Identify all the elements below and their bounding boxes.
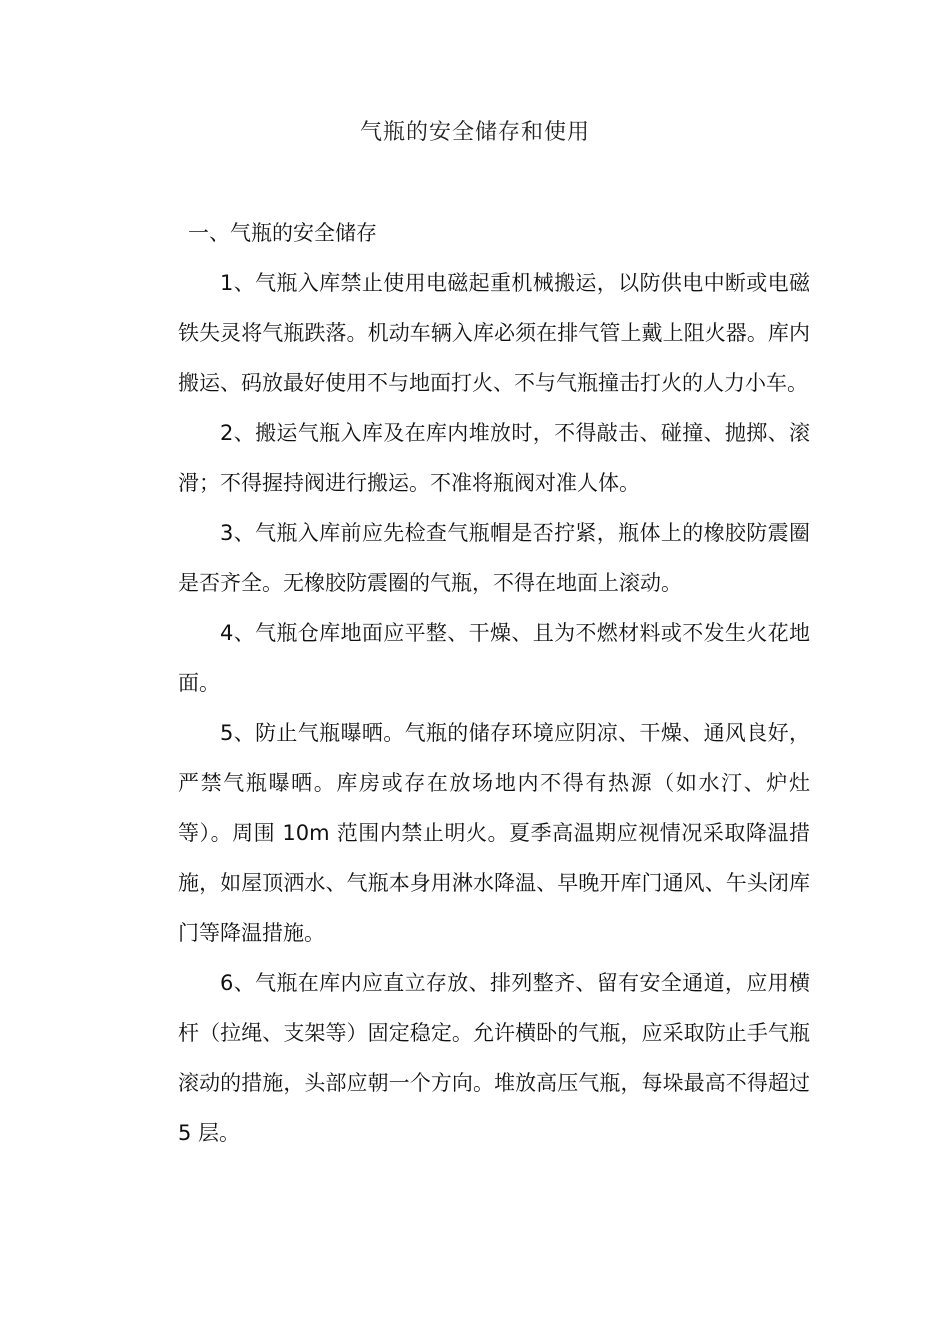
page-title: 气瓶的安全储存和使用 [359, 120, 590, 145]
paragraph-2: 2、搬运气瓶入库及在库内堆放时，不得敲击、碰撞、抛掷、滚滑；不得握持阀进行搬运。不准将瓶阀对准人体。 [178, 421, 810, 495]
paragraph-4: 4、气瓶仓库地面应平整、干燥、且为不燃材料或不发生火花地面。 [178, 621, 810, 695]
paragraph-3: 3、气瓶入库前应先检查气瓶帽是否拧紧，瓶体上的橡胶防震圈是否齐全。无橡胶防震圈的气瓶，不得在地面上滚动。 [178, 521, 810, 595]
section-heading: 一、气瓶的安全储存 [188, 221, 377, 245]
document-body [178, 258, 810, 1158]
paragraph-5: 5、防止气瓶曝晒。气瓶的储存环境应阴凉、干燥、通风良好，严禁气瓶曝晒。库房或存在放场地内不得有热源（如水汀、炉灶等）。周围 10m 范围内禁止明火。夏季高温期应视情况采取降温措施，如屋顶洒水、气瓶本身用淋水降温、早晚开库门通风、午头闭库门等降温措施。 [178, 721, 810, 945]
paragraph-1: 1、气瓶入库禁止使用电磁起重机械搬运，以防供电中断或电磁铁失灵将气瓶跌落。机动车辆入库必须在排气管上戴上阻火器。库内搬运、码放最好使用不与地面打火、不与气瓶撞击打火的人力小车。 [178, 271, 810, 395]
paragraph-6: 6、气瓶在库内应直立存放、排列整齐、留有安全通道，应用横杆（拉绳、支架等）固定稳定。允许横卧的气瓶，应采取防止手气瓶滚动的措施，头部应朝一个方向。堆放高压气瓶，每垛最高不得超过 5 层。 [178, 971, 810, 1145]
